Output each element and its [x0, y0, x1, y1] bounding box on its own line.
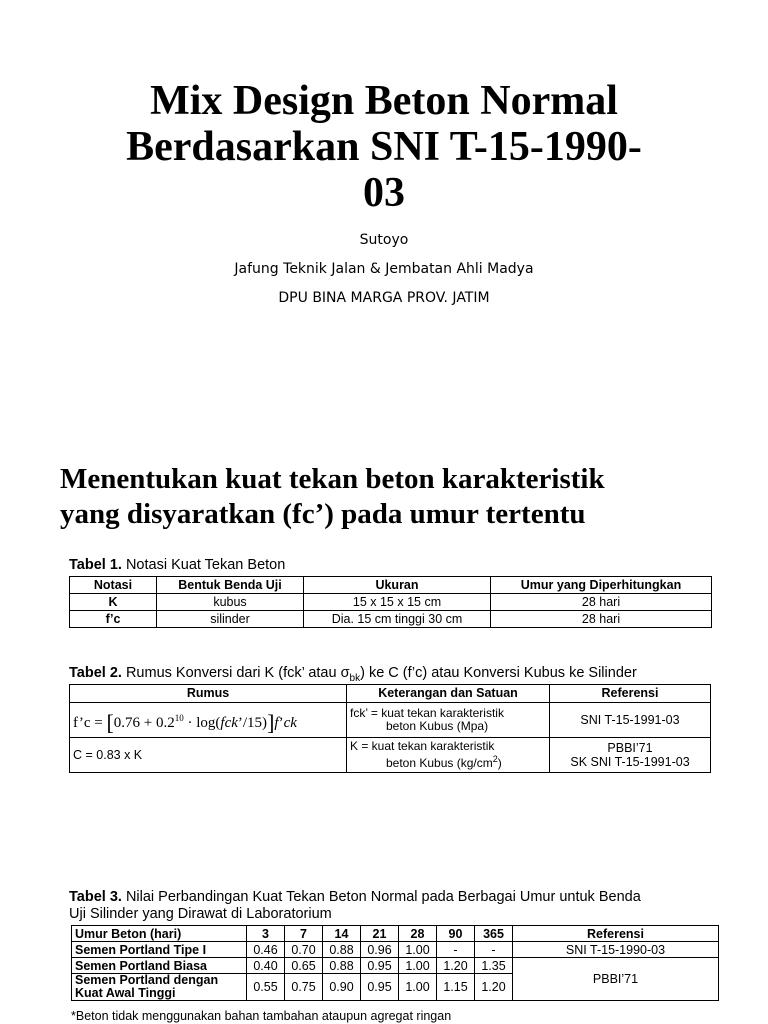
formula-lhs: f’c = [73, 714, 103, 731]
table3 [71, 925, 719, 1001]
table3-cell: 1.00 [399, 958, 437, 974]
table1-cell: kubus [157, 594, 304, 611]
table-row [70, 611, 712, 628]
table2-caption-sub: bk [349, 672, 361, 684]
table3-caption-text: Nilai Perbandingan Kuat Tekan Beton Normal pada Berbagai Umur untuk Benda [125, 889, 641, 905]
table3-caption [69, 889, 641, 923]
table-row [70, 703, 711, 738]
formula-part: · log( [187, 714, 221, 731]
author-position: Jafung Teknik Jalan & Jembatan Ahli Madya [234, 261, 534, 277]
table3-cell: 1.00 [399, 974, 437, 1001]
table3-caption-line-1 [69, 889, 641, 906]
table3-caption-label: Tabel 3. [69, 889, 122, 905]
formula-part: ’/15) [237, 714, 268, 731]
table3-header-cell: 90 [437, 926, 475, 942]
author-name: Sutoyo [359, 232, 409, 248]
note-superscript: 2 [492, 754, 498, 764]
table3-cell: 0.40 [247, 958, 285, 974]
table-row [72, 958, 719, 974]
note-line: beton Kubus (Mpa) [386, 719, 489, 733]
formula-part: ’ [278, 714, 284, 731]
table3-header-cell: 28 [399, 926, 437, 942]
table1-header-cell: Notasi [70, 577, 157, 594]
formula-cell [70, 703, 347, 738]
table3-cell: 1.15 [437, 974, 475, 1001]
table1-header-cell: Umur yang Diperhitungkan [491, 577, 712, 594]
table-row [70, 738, 711, 773]
note-line-part: beton Kubus (kg/cm [386, 756, 493, 770]
table3-cell: 1.20 [437, 958, 475, 974]
table3-cell: 0.90 [323, 974, 361, 1001]
formula-part: ck [283, 714, 297, 731]
table3-header-cell: 7 [285, 926, 323, 942]
table3-cell: 0.70 [285, 942, 323, 958]
title-line-3: 03 [363, 170, 405, 216]
table2-header-cell: Keterangan dan Satuan [347, 685, 550, 703]
table1-cell: silinder [157, 611, 304, 628]
reference-line: SK SNI T-15-1991-03 [570, 755, 690, 769]
title-line-2: Berdasarkan SNI T-15-1990- [126, 124, 642, 170]
table3-reference-cell: PBBI’71 [513, 958, 719, 1001]
table2-caption-pre: Rumus Konversi dari K (fck’ atau σ [125, 665, 350, 681]
table1-cell: 28 hari [491, 594, 712, 611]
table3-cell: 0.88 [323, 958, 361, 974]
table3-caption-line-2: Uji Silinder yang Dirawat di Laboratorium [69, 906, 332, 922]
table3-cell: - [475, 942, 513, 958]
table1-caption-text: Notasi Kuat Tekan Beton [125, 557, 286, 573]
table3-header-cell: Referensi [513, 926, 719, 942]
table1-cell: 15 x 15 x 15 cm [304, 594, 491, 611]
table3-cell: 0.65 [285, 958, 323, 974]
table3-footnote: *Beton tidak menggunakan bahan tambahan ataupun agregat ringan [71, 1009, 452, 1023]
table3-cell: 0.88 [323, 942, 361, 958]
table2-header-row [70, 685, 711, 703]
table2-header-cell: Rumus [70, 685, 347, 703]
table3-row-label [72, 974, 247, 1001]
table-row [70, 594, 712, 611]
formula-part: fck [220, 714, 238, 731]
table3-cell: 0.95 [361, 958, 399, 974]
table3-header-row [72, 926, 719, 942]
table1-header-cell: Ukuran [304, 577, 491, 594]
table3-header-cell: 365 [475, 926, 513, 942]
bracket-close-icon: ] [267, 709, 275, 735]
table3-cell: 1.35 [475, 958, 513, 974]
table2-caption-label: Tabel 2. [69, 665, 122, 681]
table2-header-cell: Referensi [550, 685, 711, 703]
table3-cell: - [437, 942, 475, 958]
table2 [69, 684, 711, 773]
section-heading [60, 462, 760, 532]
table3-header-cell: Umur Beton (hari) [72, 926, 247, 942]
bracket-open-icon: [ [106, 709, 114, 735]
table1 [69, 576, 712, 628]
table3-cell: 1.00 [399, 942, 437, 958]
formula-cell: C = 0.83 x K [70, 738, 347, 773]
reference-cell [550, 738, 711, 773]
table3-cell: 1.20 [475, 974, 513, 1001]
note-line: K = kuat tekan karakteristik [350, 739, 495, 753]
note-line: fck’ = kuat tekan karakteristik [350, 706, 504, 720]
table3-row-label: Semen Portland Tipe I [72, 942, 247, 958]
table3-cell: 0.75 [285, 974, 323, 1001]
table3-cell: 0.46 [247, 942, 285, 958]
table1-caption-label: Tabel 1. [69, 557, 122, 573]
table1-cell: K [70, 594, 157, 611]
table1-caption [69, 557, 285, 574]
table3-header-cell: 14 [323, 926, 361, 942]
table3-cell: 0.95 [361, 974, 399, 1001]
table1-header-cell: Bentuk Benda Uji [157, 577, 304, 594]
note-line [350, 753, 546, 770]
note-cell [347, 703, 550, 738]
table3-header-cell: 3 [247, 926, 285, 942]
formula-exponent: 10 [174, 712, 184, 723]
title-line-1: Mix Design Beton Normal [150, 78, 618, 124]
formula-part: 0.76 + 0.2 [113, 714, 175, 731]
section-heading-line-2: yang disyaratkan (fc’) pada umur tertentu [60, 498, 586, 530]
row-label-line: Kuat Awal Tinggi [75, 986, 176, 1000]
table3-cell: 0.55 [247, 974, 285, 1001]
table1-cell: f’c [70, 611, 157, 628]
reference-line: PBBI’71 [607, 741, 653, 755]
section-heading-line-1: Menentukan kuat tekan beton karakteristik [60, 463, 605, 495]
table3-reference-cell: SNI T-15-1990-03 [513, 942, 719, 958]
table3-cell: 0.96 [361, 942, 399, 958]
conversion-formula [73, 709, 297, 735]
note-line-part: ) [497, 756, 502, 770]
table2-caption-post: ) ke C (f’c) atau Konversi Kubus ke Silinder [360, 665, 637, 681]
table1-cell: 28 hari [491, 611, 712, 628]
table1-header-row [70, 577, 712, 594]
table-row [72, 942, 719, 958]
table3-row-label: Semen Portland Biasa [72, 958, 247, 974]
page-title [0, 78, 768, 216]
row-label-line: Semen Portland dengan [75, 973, 219, 987]
note-cell [347, 738, 550, 773]
reference-cell: SNI T-15-1991-03 [550, 703, 711, 738]
table3-header-cell: 21 [361, 926, 399, 942]
author-institution: DPU BINA MARGA PROV. JATIM [278, 290, 490, 306]
formula-part: f [274, 714, 279, 731]
table1-cell: Dia. 15 cm tinggi 30 cm [304, 611, 491, 628]
